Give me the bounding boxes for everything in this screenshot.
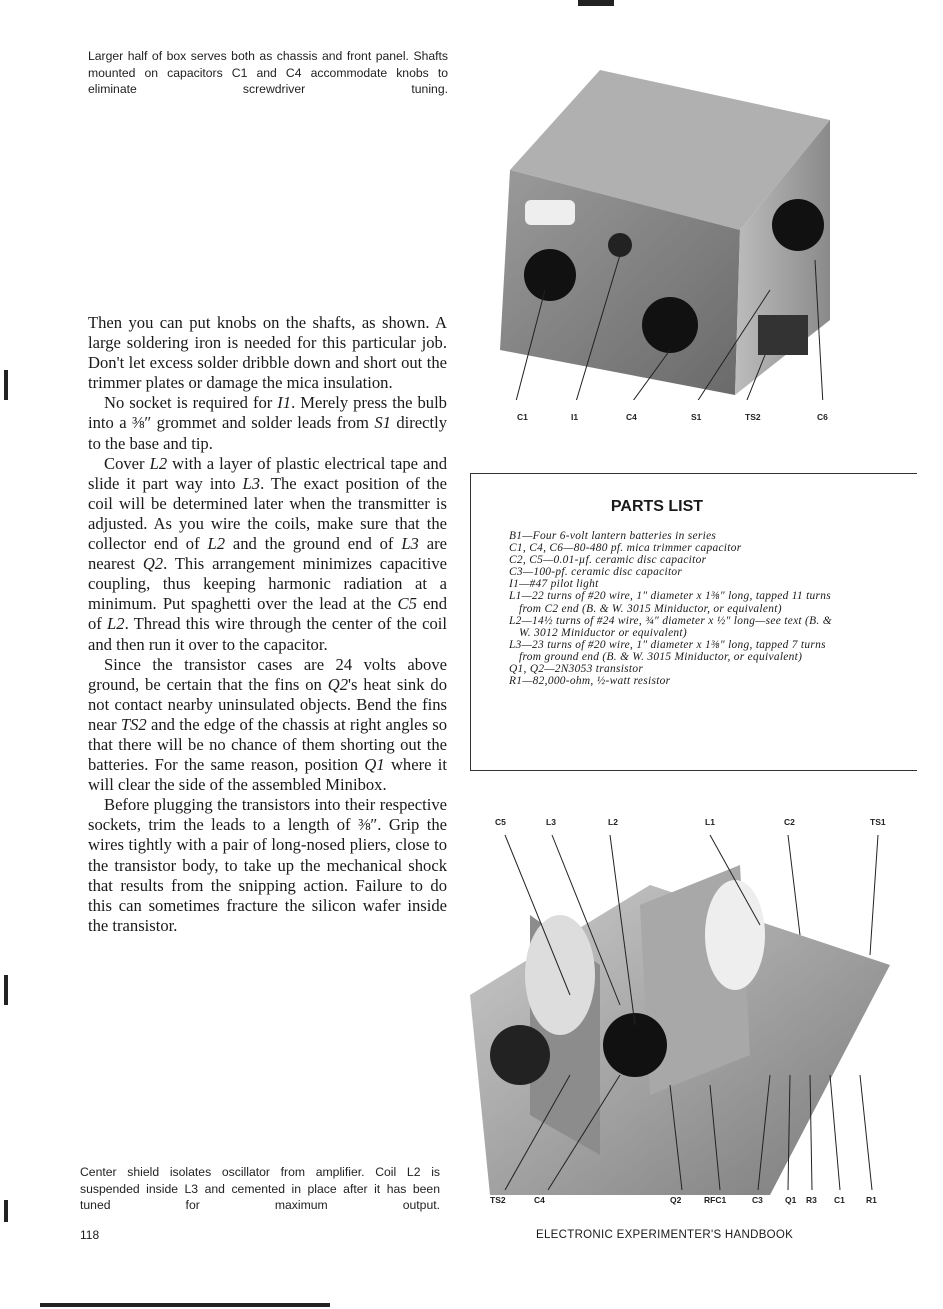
text-run: and the edge of the chassis at right angles so that there will be no chance of them shorting out the batteries. For the same reason, position (88, 714, 447, 775)
body-paragraph (88, 393, 447, 453)
photo-label-l3: L3 (546, 817, 556, 827)
parts-list-item: I1—#47 pilot light (509, 578, 599, 591)
photo-label-ts2: TS2 (490, 1195, 506, 1205)
photo-label-r3: R3 (806, 1195, 817, 1205)
text-run: . This arrangement minimizes capacitive coupling, thus keeping harmonic radiation at a minimum. Put spaghetti over the lead at the (88, 554, 447, 614)
text-run: end of (88, 594, 448, 634)
parts-list-item: L3—23 turns of #20 wire, 1″ diameter x 1⅜″ long, tapped 7 turns from ground end (B. & W. 3015 Miniductor, or equivalent) (509, 638, 826, 663)
text-run: Since the transistor cases are 24 volts above ground, be certain that the fins on (88, 654, 447, 694)
text-run: Then you can put knobs on the shafts, as shown. A large soldering iron is needed for this particular job. Don't let excess solder dribble down and short out the trimmer plates or damage the mica insulation. (88, 313, 447, 393)
photo-label-c2: C2 (784, 817, 795, 827)
photo-label-ts2: TS2 (745, 412, 761, 422)
component-ref: I1 (277, 393, 292, 413)
page-number: 118 (80, 1228, 100, 1242)
text-run: are nearest (88, 534, 447, 574)
component-ref: C5 (397, 594, 417, 614)
photo-label-c3: C3 (752, 1195, 763, 1205)
photo-label-c1: C1 (834, 1195, 845, 1205)
photo-label-c5: C5 (495, 817, 506, 827)
photo-label-rfc1: RFC1 (704, 1195, 727, 1205)
parts-list-items (509, 530, 839, 687)
photo-caption-top: Larger half of box serves both as chassis and front panel. Shafts mounted on capacitors C1 and C4 accommodate knobs to eliminate screwdriver tuning. (88, 49, 448, 96)
photo-label-r1: R1 (866, 1195, 877, 1205)
text-run: 's heat sink do not contact nearby uninsulated objects. Bend the fins near (88, 674, 447, 734)
text-run: and the ground end of (225, 534, 402, 554)
parts-list-box (470, 473, 917, 771)
parts-list-item: L1—22 turns of #20 wire, 1″ diameter x 1⅜″ long, tapped 11 turns from C2 end (B. & W. 3015 Miniductor, or equivalent) (509, 590, 831, 615)
parts-list-item: R1—82,000-ohm, ½-watt resistor (509, 675, 671, 688)
photo-label-c4: C4 (626, 412, 637, 422)
scan-mark-left (4, 370, 8, 400)
text-run: . Merely press the bulb into a ⅜″ grommet and solder leads from (88, 393, 447, 433)
text-run: directly to the base and tip. (88, 413, 447, 453)
component-ref: L3 (401, 534, 419, 554)
body-paragraph (88, 313, 447, 393)
text-run: Before plugging the transistors into their respective sockets, trim the leads to a length of ⅜″. Grip the wires tightly with a pair of long-nosed pliers, close to the transistor body, to take up the mechanical shock that results from the snipping action. Failure to do this can sometimes fracture the silicon wafer inside the transistor. (88, 795, 447, 935)
component-ref: Q1 (364, 755, 385, 775)
chassis-interior-illustration (470, 825, 900, 1195)
text-run: . The exact position of the coil will be determined later when the transmitter is adjusted. As you wire the coils, make sure that the collector end of (88, 473, 447, 554)
component-ref: Q2 (327, 674, 349, 694)
scan-mark-left (4, 975, 8, 1005)
text-run: where it will clear the side of the assembled Minibox. (88, 755, 447, 795)
parts-list-item: C1, C4, C6—80-480 pf. mica trimmer capacitor (509, 542, 742, 555)
transmitter-box-illustration (490, 60, 850, 400)
photo-transmitter-box (490, 60, 850, 422)
component-ref: L2 (107, 614, 125, 634)
parts-list-title: PARTS LIST (610, 498, 704, 515)
article-body (88, 313, 447, 936)
scan-mark-bottom (40, 1303, 330, 1307)
photo-label-q1: Q1 (785, 1195, 797, 1205)
text-run: Cover (104, 453, 150, 473)
component-ref: S1 (374, 413, 391, 433)
component-ref: L2 (149, 453, 168, 473)
body-paragraph (88, 454, 447, 655)
parts-list-item: C2, C5—0.01-µf. ceramic disc capacitor (509, 554, 707, 567)
photo-label-s1: S1 (691, 412, 702, 422)
text-run: . Thread this wire through the center of the coil and then run it over to the capacitor. (88, 614, 447, 654)
parts-list-item: Q1, Q2—2N3053 transistor (509, 663, 644, 676)
photo-chassis-interior (470, 817, 900, 1205)
photo-label-ts1: TS1 (870, 817, 886, 827)
parts-list-item: C3—100-pf. ceramic disc capacitor (509, 566, 683, 579)
photo-label-c6: C6 (817, 412, 828, 422)
component-ref: L2 (207, 534, 226, 554)
component-ref: L3 (242, 473, 261, 493)
photo-label-q2: Q2 (670, 1195, 682, 1205)
photo-label-c1: C1 (517, 412, 528, 422)
text-run: with a layer of plastic electrical tape and slide it part way into (88, 453, 447, 493)
scan-mark-top (578, 0, 614, 6)
text-run: No socket is required for (104, 393, 278, 413)
photo-label-l2: L2 (608, 817, 618, 827)
body-paragraph (88, 795, 447, 936)
publication-footer: ELECTRONIC EXPERIMENTER'S HANDBOOK (536, 1229, 794, 1241)
scan-mark-left (4, 1200, 8, 1222)
parts-list-item: B1—Four 6-volt lantern batteries in series (509, 530, 717, 542)
parts-list-item: L2—14½ turns of #24 wire, ¾″ diameter x ½″ long—see text (B. & W. 3012 Miniductor or equivalent) (509, 614, 832, 639)
photo-label-i1: I1 (571, 412, 579, 422)
component-ref: Q2 (142, 554, 164, 574)
photo-caption-bottom: Center shield isolates oscillator from amplifier. Coil L2 is suspended inside L3 and cemented in place after it has been tuned for maximum output. (80, 1165, 440, 1212)
body-paragraph (88, 655, 447, 796)
photo-label-c4: C4 (534, 1195, 545, 1205)
component-ref: TS2 (120, 714, 147, 734)
photo-label-l1: L1 (705, 817, 715, 827)
